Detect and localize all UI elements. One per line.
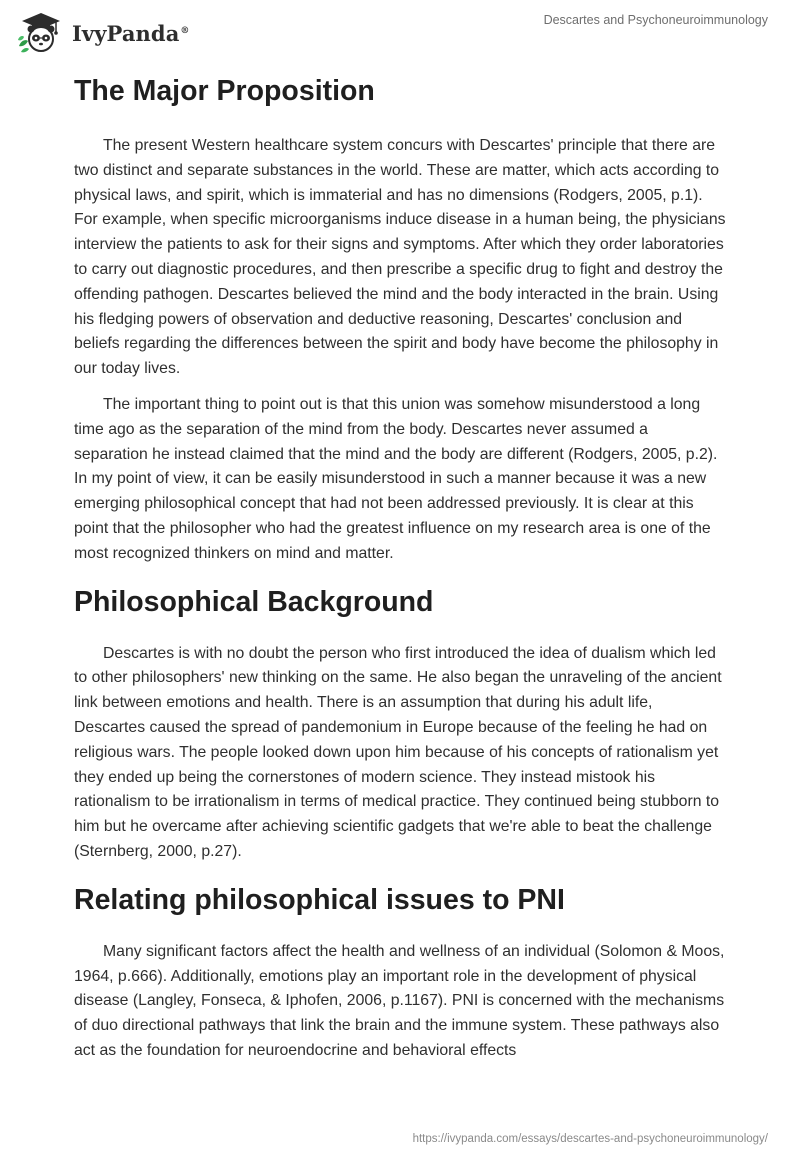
document-title: Descartes and Psychoneuroimmunology <box>543 13 768 27</box>
ivypanda-logo[interactable] <box>16 10 190 54</box>
page-header <box>0 0 800 64</box>
paragraph: Many significant factors affect the health and wellness of an individual (Solomon & Moos, 1964, p.666). Additionally, emotions play an important role in the development of physical disease (Langley, Fonseca, & Iphofen, 2006, p.1167). PNI is concerned with the mechanisms of duo directional pathways that link the brain and the immune system. These pathways also act as the foundation for neuroendocrine and behavioral effects <box>74 942 725 1059</box>
registered-mark: ® <box>180 25 190 36</box>
section-heading-relating-pni: Relating philosophical issues to PNI <box>74 883 565 916</box>
section-heading-major-proposition: The Major Proposition <box>74 75 375 107</box>
paragraph: Descartes is with no doubt the person who first introduced the idea of dualism which led to other philosophers' new thinking on the same. He also began the unraveling of the ancient link between emotions and health. There is an assumption that during his adult life, Descartes caused the spread of pandemonium in Europe because of the feeling he had on religious wars. The people looked down upon him because of his concepts of rationalism yet they ended up being the cornerstones of modern science. They instead mistook his rationalism to be irrationalism in terms of medical practice. They continued being stubborn to him but he overcame after achieving scientific gadgets that we're able to beat the challenge (Sternberg, 2000, p.27). <box>74 644 722 860</box>
paragraph: The important thing to point out is that this union was somehow misunderstood a long time ago as the separation of the mind from the body. Descartes never assumed a separation he instead claimed that the mind and the body are different (Rodgers, 2005, p.2). In my point of view, it can be easily misunderstood in such a manner because it was a new emerging philosophical concept that had not been addressed previously. It is clear at this point that the philosopher who had the greatest influence on my research area is one of the most recognized thinkers on mind and matter. <box>74 395 718 562</box>
essay-body <box>74 72 726 1064</box>
logo-wordmark <box>72 21 190 46</box>
panda-graduate-icon <box>16 10 66 54</box>
paragraph: The present Western healthcare system concurs with Descartes' principle that there are two distinct and separate substances in the world. These are matter, which acts according to physical laws, and spirit, which is immaterial and has no dimensions (Rodgers, 2005, p.1). For example, when specific microorganisms induce disease in a human being, the physicians interview the patients to ask for their signs and symptoms. After which they order laboratories to carry out diagnostic procedures, and then prescribe a specific drug to fight and destroy the offending pathogen. Descartes believed the mind and the body interacted in the brain. Using his fledging powers of observation and deductive reasoning, Descartes' conclusion and beliefs regarding the differences between the spirit and body have become the philosophy in our today lives. <box>74 137 726 378</box>
source-url[interactable]: https://ivypanda.com/essays/descartes-and-psychoneuroimmunology/ <box>412 1133 768 1145</box>
section-heading-philosophical-background: Philosophical Background <box>74 585 434 618</box>
logo-wordmark-text: IvyPanda <box>72 20 180 46</box>
